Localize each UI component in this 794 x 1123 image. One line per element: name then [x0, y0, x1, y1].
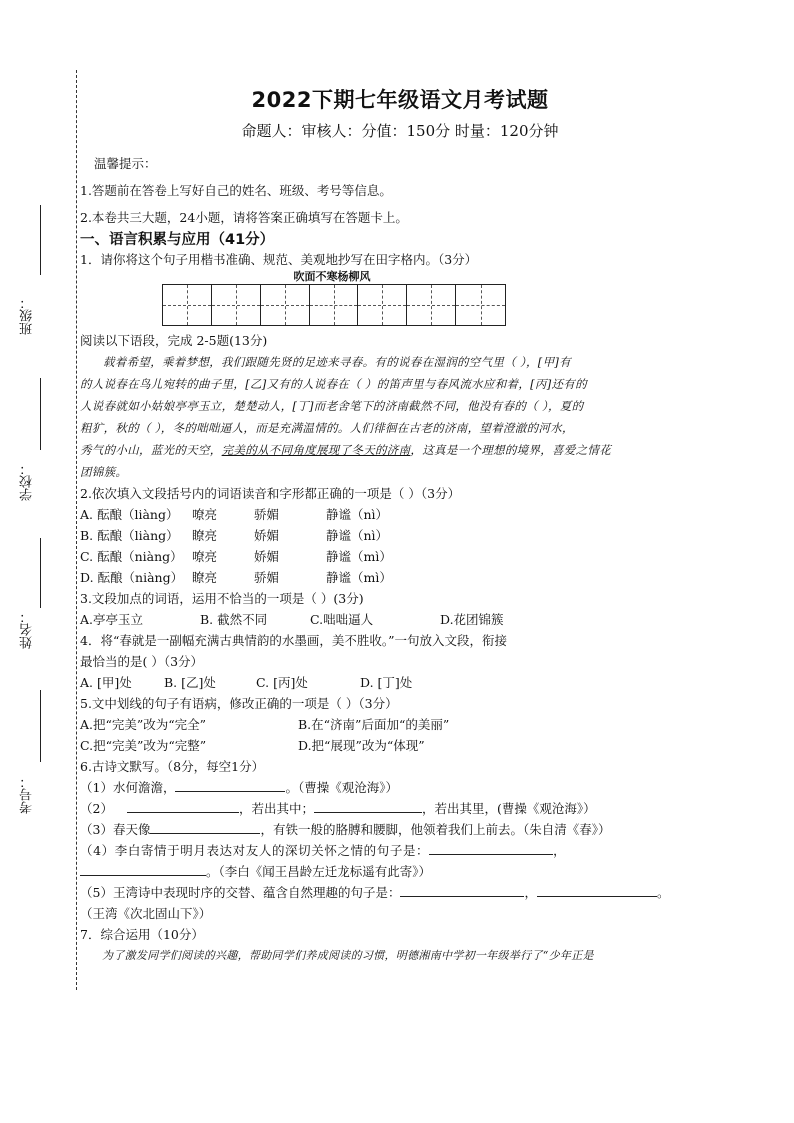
q3-option-c[interactable]: C.咄咄逼人 [310, 612, 374, 627]
option-text: 静谧（mì） [326, 549, 392, 564]
q6-text: ，若出其中； [238, 801, 314, 816]
tianzige-grid[interactable] [162, 284, 506, 326]
side-line-school[interactable] [40, 378, 41, 450]
side-line-class[interactable] [40, 205, 41, 275]
q4-option-c[interactable]: C. [丙]处 [256, 675, 308, 690]
q2-option-c[interactable] [80, 546, 720, 567]
section-1-title: 一、语言积累与应用（41分） [80, 232, 275, 248]
answer-blank[interactable] [127, 798, 239, 813]
underlined-sentence: 完美的从不同角度展现了冬天的济南 [221, 443, 411, 457]
reading-intro: 阅读以下语段，完成 2-5题(13分) [80, 333, 268, 348]
answer-blank[interactable] [537, 882, 657, 897]
option-text: 娇媚 [254, 528, 280, 543]
q6-text: ， [524, 885, 537, 900]
side-line-name[interactable] [40, 538, 41, 608]
question-5: 5.文中划线的句子有语病，修改正确的一项是（ ）（3分） [80, 696, 398, 711]
option-text: 娇媚 [254, 549, 280, 564]
answer-blank[interactable] [175, 777, 285, 792]
question-7: 7．综合运用（10分） [80, 927, 204, 942]
q4-option-b[interactable]: B. [乙]处 [164, 675, 216, 690]
q6-text: 。 [656, 885, 670, 900]
side-label-school: 学校： [20, 462, 35, 501]
grid-cell[interactable] [358, 285, 407, 325]
q4-options [80, 672, 720, 693]
q7-text: 为了激发同学们阅读的兴趣，帮助同学们养成阅读的习惯，明德湘南中学初一年级举行了“少年正是 [102, 949, 594, 962]
q6-item-2 [80, 798, 720, 819]
option-text: A. 酝酿（liàng） [80, 507, 179, 522]
q3-option-b[interactable]: B. 截然不同 [200, 612, 268, 627]
side-label-exam-number: 考号： [20, 775, 35, 814]
q6-text: ，若出其里，(曹操《观沧海》） [421, 801, 596, 816]
grid-cell[interactable] [407, 285, 456, 325]
passage-line: 粗犷，秋的（ ），冬的咄咄逼人，而是充满温情的。人们徘徊在古老的济南，望着澄澈的河水， [80, 421, 574, 435]
grid-cell[interactable] [456, 285, 505, 325]
answer-blank[interactable] [80, 861, 206, 876]
q6-item-3 [80, 819, 720, 840]
exam-title: 2022下期七年级语文月考试题 [251, 88, 549, 112]
q5-option-b[interactable]: B.在“济南”后面加“的美丽” [298, 717, 450, 732]
passage-line: 载着希望，乘着梦想，我们跟随先贤的足迹来寻春。有的说春在湿润的空气里（ ），[甲]有 [103, 355, 571, 369]
q6-text: 。（李白《闻王昌龄左迁龙标遥有此寄》） [206, 864, 432, 879]
q4-option-d[interactable]: D. [丁]处 [360, 675, 413, 690]
passage-line [80, 439, 720, 461]
q3-options [80, 609, 720, 630]
tip-item-1: 1.答题前在答卷上写好自己的姓名、班级、考号等信息。 [80, 183, 392, 198]
question-3: 3.文段加点的词语，运用不恰当的一项是（ ）(3分) [80, 591, 364, 606]
q6-text: ，有铁一般的胳膊和腰脚，他领着我们上前去。（朱自清《春》） [260, 822, 611, 837]
passage-line: 人说春就如小姑娘亭亭玉立，楚楚动人，[丁]而老舍笔下的济南截然不同，他没有春的（ ），夏的 [80, 399, 584, 413]
q6-text: （2） [80, 801, 113, 816]
answer-blank[interactable] [429, 840, 553, 855]
q5-options-row-1 [80, 714, 720, 735]
option-text: D. 酝酿（niàng） [80, 570, 184, 585]
q4-option-a[interactable]: A. [甲]处 [80, 675, 132, 690]
tips-heading: 温馨提示： [94, 156, 157, 171]
reading-passage [80, 351, 720, 483]
grid-cell[interactable] [163, 285, 212, 325]
q6-item-5 [80, 882, 720, 903]
question-4-line-2: 最恰当的是( ）（3分） [80, 654, 204, 669]
q5-option-d[interactable]: D.把“展现”改为“体现” [298, 738, 425, 753]
answer-blank[interactable] [314, 798, 422, 813]
question-1: 1．请你将这个句子用楷书准确、规范、美观地抄写在田字格内。（3分） [80, 252, 478, 267]
option-text: 静谧（nì） [326, 507, 389, 522]
q6-text: ， [553, 843, 567, 858]
side-line-exam-number[interactable] [40, 690, 41, 762]
side-label-name: 姓名： [20, 610, 35, 649]
q6-item-4-line-2 [80, 861, 720, 882]
option-text: C. 酝酿（niàng） [80, 549, 183, 564]
side-label-class: 班级： [20, 296, 35, 335]
q6-text: （3）春天像 [80, 822, 151, 837]
question-6: 6.古诗文默写。（8分，每空1分） [80, 759, 265, 774]
option-text: 静谧（mì） [326, 570, 392, 585]
q6-text: （5）王湾诗中表现时序的交替、蕴含自然理趣的句子是： [80, 885, 401, 900]
passage-line: 团锦簇。 [80, 465, 128, 479]
passage-text: ，这真是一个理想的境界，喜爱之情花 [410, 443, 612, 457]
passage-text: 秀气的小山，蓝光的天空， [80, 443, 222, 457]
option-text: 静谧（nì） [326, 528, 389, 543]
option-text: 嘹亮 [192, 507, 218, 522]
question-2: 2.依次填入文段括号内的词语读音和字形都正确的一项是（ ）（3分） [80, 486, 461, 501]
option-text: 骄媚 [254, 507, 280, 522]
q3-option-a[interactable]: A.亭亭玉立 [80, 612, 144, 627]
q5-option-c[interactable]: C.把“完美”改为“完整” [80, 738, 207, 753]
q2-option-d[interactable] [80, 567, 720, 588]
question-4-line-1: 4．将“春就是一副幅充满古典情韵的水墨画，美不胜收。”一句放入文段，衔接 [80, 633, 507, 648]
q2-option-a[interactable] [80, 504, 720, 525]
option-text: B. 酝酿（liàng） [80, 528, 179, 543]
q6-item-5-line-2: （王湾《次北固山下》） [80, 906, 212, 921]
q6-text: （4）李白寄情于明月表达对友人的深切关怀之情的句子是： [80, 843, 430, 858]
q6-text: 。（曹操《观沧海》） [285, 780, 398, 795]
option-text: 瞭亮 [192, 528, 218, 543]
exam-subtitle: 命题人：审核人：分值：150分 时量：120分钟 [241, 122, 559, 140]
exam-content [80, 76, 720, 967]
q3-option-d[interactable]: D.花团锦簇 [440, 612, 504, 627]
option-text: 嘹亮 [192, 549, 218, 564]
option-text: 骄媚 [254, 570, 280, 585]
passage-line: 的人说春在鸟儿宛转的曲子里，[乙]又有的人说春在（ ）的笛声里与春风流水应和着，[丙]还有的 [80, 377, 587, 391]
answer-blank[interactable] [150, 819, 260, 834]
q6-item-4 [80, 840, 720, 861]
q5-options-row-2 [80, 735, 720, 756]
grid-caption: 吹面不寒杨柳风 [293, 270, 371, 283]
q5-option-a[interactable]: A.把“完美”改为“完全” [80, 717, 207, 732]
q2-option-b[interactable] [80, 525, 720, 546]
grid-cell[interactable] [212, 285, 261, 325]
grid-cell[interactable] [310, 285, 359, 325]
q6-item-1 [80, 777, 720, 798]
answer-blank[interactable] [400, 882, 524, 897]
binding-dashed-line [76, 70, 77, 990]
q6-text: （1）水何澹澹， [80, 780, 176, 795]
tip-item-2: 2.本卷共三大题，24小题，请将答案正确填写在答题卡上。 [80, 210, 408, 225]
grid-cell[interactable] [261, 285, 310, 325]
option-text: 瞭亮 [192, 570, 218, 585]
